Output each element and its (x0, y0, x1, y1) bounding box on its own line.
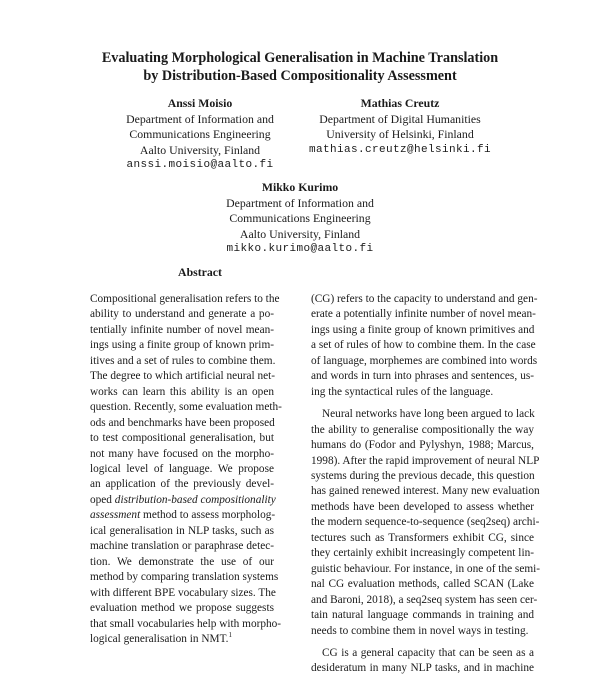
abstract-line: logical level of language. We propose (90, 462, 274, 475)
intro-line: tectures such as Transformers exhibit CG, since (311, 531, 534, 544)
abstract-body (90, 292, 282, 647)
paragraph-gap (311, 400, 534, 407)
abstract-line: The degree to which artificial neural net- (90, 370, 276, 383)
abstract-line: tentially infinite number of novel mean- (90, 323, 274, 336)
author-name: Anssi Moisio (167, 96, 233, 110)
intro-line: erate a potentially infinite number of novel mean- (311, 308, 536, 321)
intro-line: Neural networks have long been argued to lack (322, 408, 535, 421)
introduction-column (311, 292, 541, 677)
abstract-line: method by comparing translation systems (90, 571, 279, 584)
author-name: Mikko Kurimo (261, 180, 339, 194)
intro-line: a set of rules of how to combine them. In the case (311, 339, 536, 352)
abstract-emphasis: assessment (90, 509, 141, 522)
author-email[interactable]: mathias.creutz@helsinki.fi (308, 143, 492, 156)
intro-line: has gained renewed interest. Many new evaluation (311, 485, 540, 498)
author-email[interactable]: anssi.moisio@aalto.fi (126, 159, 274, 172)
intro-line: of language, morphemes are combined into words (311, 354, 538, 367)
paragraph-gap (311, 639, 534, 646)
abstract-line: question. Recently, some evaluation meth- (90, 401, 282, 414)
abstract-line: evaluation method we propose suggests (90, 602, 274, 615)
intro-line: methods have been developed to assess whether (311, 500, 534, 513)
abstract-line: itives and a set of rules to combine them. (90, 354, 276, 367)
paper-title (0, 49, 600, 85)
abstract-line: not many have focused on the morpho- (90, 447, 274, 460)
intro-line: (CG) refers to the capacity to understand and gen- (311, 293, 538, 305)
intro-line: guistic behaviour. For instance, in one of the semi- (311, 562, 541, 575)
intro-line: and Baroni, 2018), a seq2seq system has seen cer- (311, 593, 538, 606)
abstract-text: oped (90, 493, 112, 506)
author-affiliation-line: Department of Digital Humanities (319, 111, 481, 126)
intro-line: systems during the previous decade, this question (311, 469, 535, 482)
author-affiliation-line: Communications Engineering (229, 211, 371, 226)
abstract-text: method to assess morpholog- (143, 509, 276, 522)
title-line-1: Evaluating Morphological Generalisation in Machine Translation (101, 50, 499, 66)
author-affiliation-line: Aalto University, Finland (139, 142, 261, 157)
author-affiliation-line: Department of Information and (126, 111, 274, 126)
author-block-moisio (100, 96, 300, 174)
abstract-text: logical generalisation in NMT. (90, 632, 229, 645)
intro-line: 1998). After the rapid improvement of neural NLP (311, 454, 540, 467)
intro-line: the ability to generalise compositionally the way (311, 423, 534, 436)
intro-line: humans do (Fodor and Pylyshyn, 1988; Marcus, (311, 439, 534, 452)
abstract-line: works can learn this ability is an open (90, 385, 274, 398)
intro-line: nal CG evaluation methods, called SCAN (Lake (311, 578, 534, 591)
author-name: Mathias Creutz (360, 96, 440, 110)
abstract-line: with different BPE vocabulary sizes. The (90, 586, 276, 599)
intro-line: CG is a general capacity that can be seen as a (322, 646, 534, 659)
abstract-line: ings using a finite group of known prim- (90, 339, 274, 352)
abstract-line (90, 632, 274, 647)
intro-line: the modern sequence-to-sequence (seq2seq) archi- (311, 516, 540, 529)
author-block-kurimo (200, 180, 400, 258)
intro-line: needs to combine them in novel ways in testing. (311, 624, 529, 637)
abstract-emphasis: distribution-based compositionality (114, 493, 276, 506)
abstract-line: ods and benchmarks have been proposed (90, 416, 275, 429)
abstract-line-mixed (90, 508, 274, 523)
abstract-line: machine translation or paraphrase detec- (90, 540, 274, 553)
title-line-2: by Distribution-Based Compositionality Assessment (143, 68, 457, 84)
author-affiliation-line: Communications Engineering (129, 127, 271, 142)
author-block-creutz (300, 96, 500, 158)
intro-line: they certainly exhibit increasingly competent lin- (311, 547, 534, 560)
intro-line: and words in turn into phrases and sentences, us- (311, 370, 534, 383)
abstract-line: to test compositional generalisation, but (90, 432, 274, 445)
abstract-line: that small vocabularies help with morpho- (90, 617, 282, 630)
abstract-line: ical generalisation in NLP tasks, such as (90, 524, 274, 537)
author-affiliation-line: Aalto University, Finland (239, 226, 361, 241)
abstract-line: an application of the previously devel- (90, 478, 274, 491)
intro-line: ings using a finite group of known primitives and (311, 323, 535, 336)
abstract-line: ability to understand and generate a po- (90, 308, 274, 321)
author-email[interactable]: mikko.kurimo@aalto.fi (226, 243, 374, 256)
abstract-line: tion. We demonstrate the use of our (90, 555, 274, 568)
intro-line: desideratum in many NLP tasks, and in machine (311, 662, 534, 675)
author-affiliation-line: University of Helsinki, Finland (326, 127, 474, 142)
author-affiliation-line: Department of Information and (226, 195, 374, 210)
abstract-line: Compositional generalisation refers to the (90, 293, 280, 305)
abstract-line-mixed (90, 493, 274, 508)
intro-line: ing the syntactical rules of the language. (311, 385, 494, 398)
abstract-heading: Abstract (178, 265, 222, 279)
intro-line: tain natural language commands in training and (311, 609, 534, 622)
footnote-marker[interactable]: 1 (228, 631, 232, 640)
